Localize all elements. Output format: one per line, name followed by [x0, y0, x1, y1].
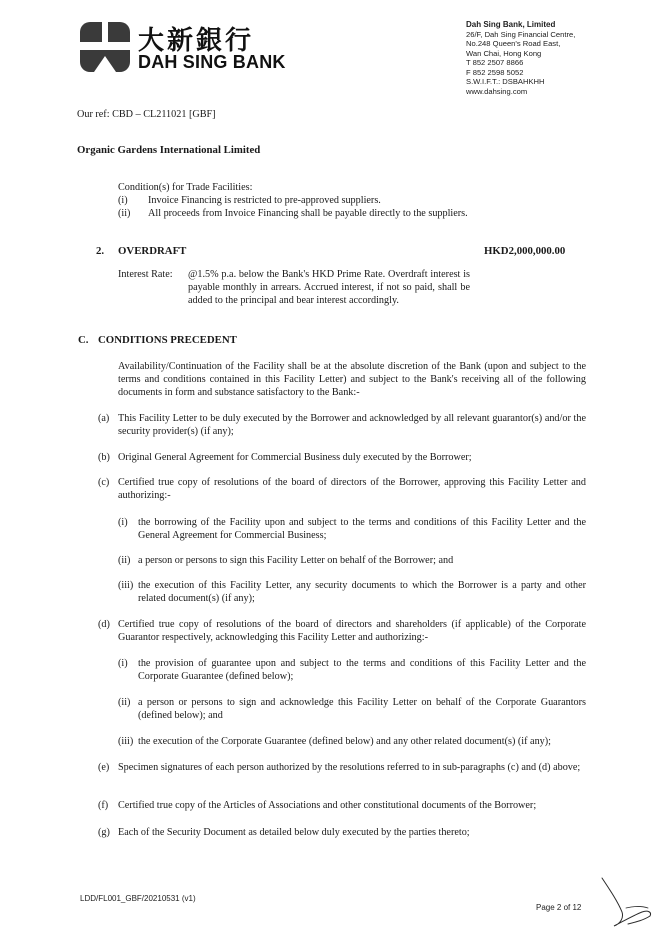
subclause-number: (iii) [118, 580, 134, 591]
bank-info-line: 26/F, Dah Sing Financial Centre, [466, 29, 576, 39]
overdraft-number: 2. [96, 245, 105, 257]
clause-c-i-text: the borrowing of the Facility upon and subject to the terms and conditions of this Facility Letter and the General Agreement for Commercial Business; [138, 517, 586, 541]
section-c-letter: C. [78, 334, 89, 346]
clause-number: (g) [98, 827, 110, 838]
clause-d-i-text: the provision of guarantee upon and subject to the terms and conditions of this Facility Letter and the Corporate Guarantee (defined below); [138, 658, 586, 682]
bank-info-line: No.248 Queen's Road East, [466, 39, 561, 48]
overdraft-title: OVERDRAFT [118, 245, 187, 257]
clause-d-ii-text: a person or persons to sign and acknowledge this Facility Letter on behalf of the Corporate Guarantors (defined below); and [138, 697, 586, 721]
bank-info-line: Wan Chai, Hong Kong [466, 48, 542, 58]
subclause-number: (i) [118, 658, 128, 669]
clause-b-text: Original General Agreement for Commercial Business duly executed by the Borrower; [118, 452, 472, 463]
clause-number: (b) [98, 452, 110, 463]
clause-c-iii-text: the execution of this Facility Letter, any security documents to which the Borrower is a party and other related document(s) (if any); [138, 580, 586, 604]
subclause-number: (ii) [118, 555, 131, 566]
interest-rate-text: @1.5% p.a. below the Bank's HKD Prime Rate. Overdraft interest is payable monthly in arrears. Accrued interest, if not so paid, shall be added to the principal and bear interest accordingly. [188, 269, 470, 306]
bank-contact-block [466, 20, 575, 96]
clause-number: (d) [98, 619, 110, 630]
dah-sing-logo-icon [80, 22, 130, 72]
clause-number: (a) [98, 413, 110, 424]
subclause-number: (i) [118, 517, 128, 528]
trade-item-text: All proceeds from Invoice Financing shall be payable directly to the suppliers. [148, 208, 468, 219]
bank-info-line: S.W.I.F.T.: DSBAHKHH [466, 77, 545, 86]
bank-info-line: www.dahsing.com [466, 86, 528, 96]
bank-english-name: DAH SING BANK [138, 52, 286, 72]
our-reference: Our ref: CBD – CL211021 [GBF] [77, 109, 216, 120]
clause-d-text: Certified true copy of resolutions of the board of directors and shareholders (if applicable) of the Corporate Guarantor respectively, acknowledging this Facility Letter and authorizing:- [118, 619, 586, 643]
subclause-number: (ii) [118, 697, 131, 708]
trade-conditions-heading: Condition(s) for Trade Facilities: [118, 182, 253, 193]
company-name: Organic Gardens International Limited [77, 144, 261, 156]
clause-a-text: This Facility Letter to be duly executed by the Borrower and acknowledged by all relevant guarantor(s) and/or the security provider(s) (if any); [118, 413, 586, 437]
clause-d-iii-text: the execution of the Corporate Guarantee (defined below) and any other related document(s) (if any); [138, 736, 551, 747]
trade-item-number: (i) [118, 195, 128, 206]
bank-chinese-name: 大新銀行 [138, 26, 255, 56]
clause-number: (f) [98, 800, 109, 811]
interest-rate-label: Interest Rate: [118, 269, 173, 280]
trade-item-text: Invoice Financing is restricted to pre-approved suppliers. [148, 195, 381, 206]
clause-e-text: Specimen signatures of each person authorized by the resolutions referred to in sub-paragraphs (c) and (d) above; [118, 762, 581, 773]
bank-info-line: Dah Sing Bank, Limited [466, 20, 556, 29]
overdraft-amount: HKD2,000,000.00 [484, 245, 566, 257]
clause-c-ii-text: a person or persons to sign this Facility Letter on behalf of the Borrower; and [138, 555, 454, 566]
document-code: LDD/FL001_GBF/20210531 (v1) [80, 894, 196, 903]
clause-f-text: Certified true copy of the Articles of Associations and other constitutional documents of the Borrower; [118, 800, 537, 811]
bank-info-line: T 852 2507 8866 [466, 58, 524, 67]
clause-c-text: Certified true copy of resolutions of the board of directors of the Borrower, approving this Facility Letter and authorizing:- [118, 477, 586, 501]
handwritten-initial-signature [596, 872, 656, 932]
clause-g-text: Each of the Security Document as detailed below duly executed by the parties thereto; [118, 827, 470, 838]
clause-number: (e) [98, 762, 110, 773]
clause-number: (c) [98, 477, 110, 488]
page-number: Page 2 of 12 [536, 903, 582, 912]
section-c-intro: Availability/Continuation of the Facility shall be at the absolute discretion of the Bank (upon and subject to the terms and conditions contained in this Facility Letter) and subject to the Bank's receiving all of the following documents in form and substance satisfactory to the Bank:- [118, 361, 586, 398]
trade-item-number: (ii) [118, 208, 131, 219]
subclause-number: (iii) [118, 736, 134, 747]
section-c-title: CONDITIONS PRECEDENT [98, 334, 237, 346]
bank-info-line: F 852 2598 5052 [466, 67, 524, 77]
